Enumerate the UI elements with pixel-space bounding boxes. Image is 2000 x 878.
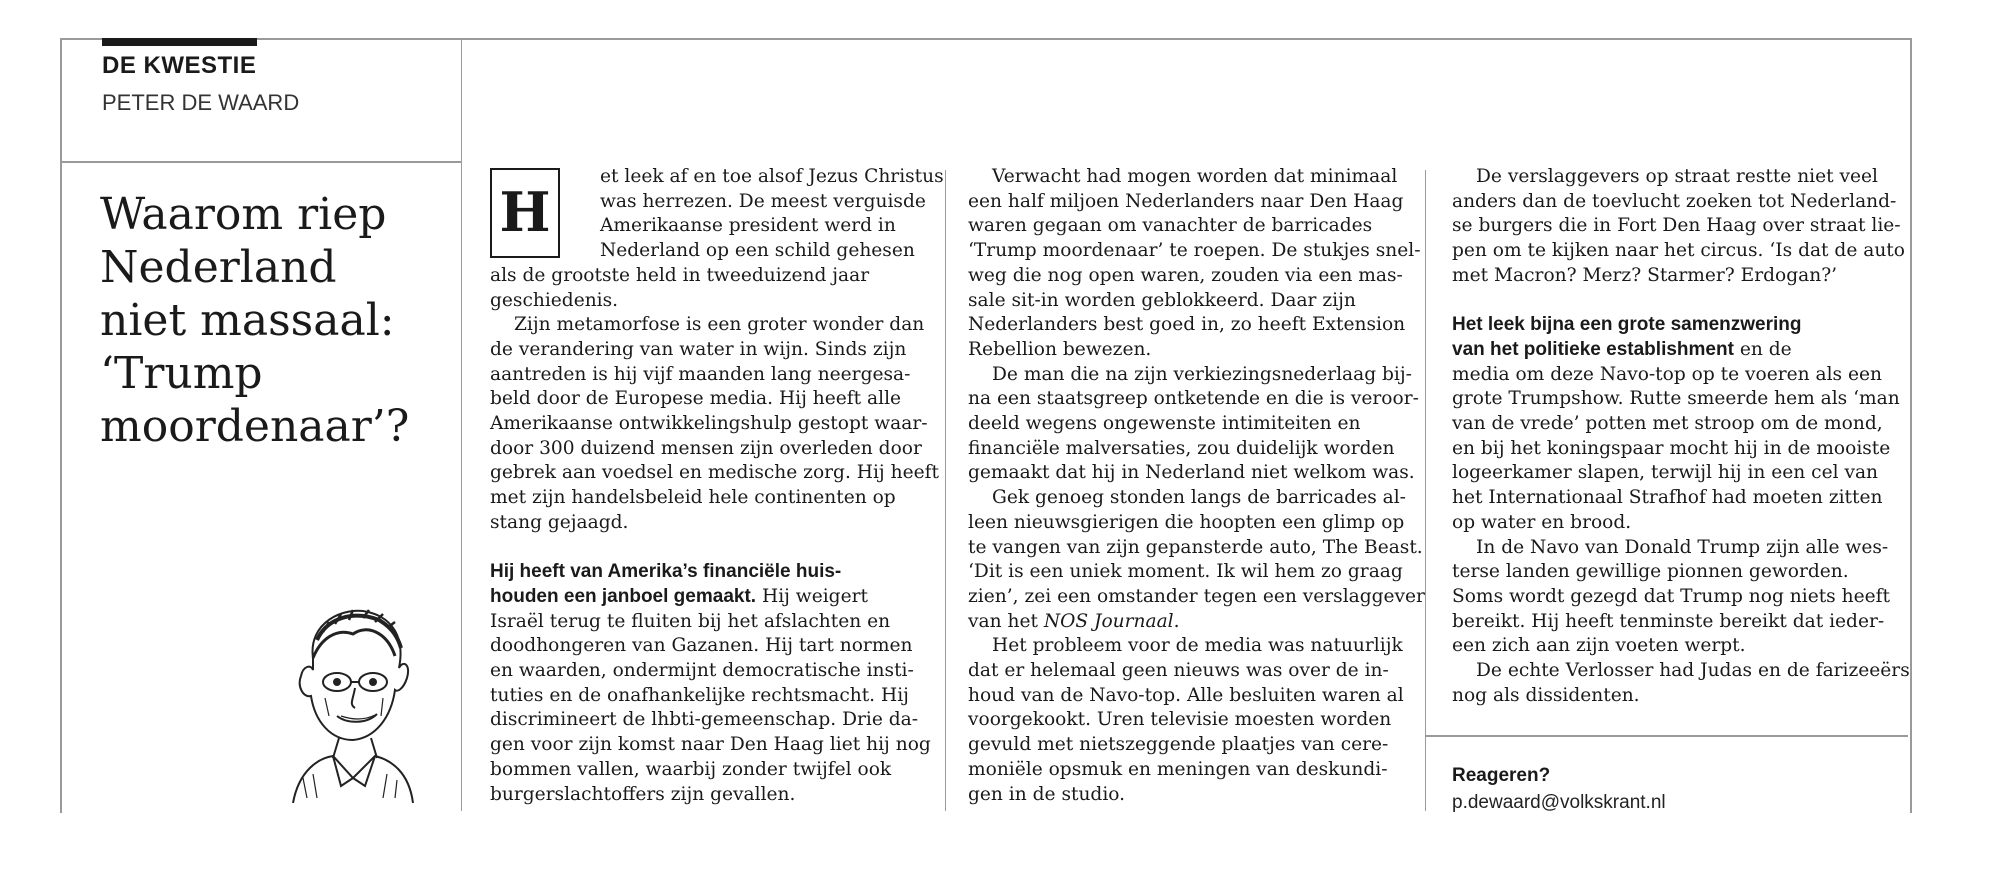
column-divider-1 xyxy=(945,170,946,811)
text-line: met Macron? Merz? Starmer? Erdogan?’ xyxy=(1452,264,1838,286)
text-line: leen nieuwsgierigen die hoopten een glimp op xyxy=(968,511,1405,533)
text-line: De man die na zijn verkiezingsnederlaag bij- xyxy=(992,363,1412,385)
text-line: beld door de Europese media. Hij heeft alle xyxy=(490,388,902,410)
text-line: De verslaggevers op straat restte niet veel xyxy=(1476,166,1878,187)
column-2-body xyxy=(968,165,1425,807)
text-line: deeld wegens ongewenste intimiteiten en xyxy=(968,413,1361,435)
text-line xyxy=(1452,313,1892,338)
text-line: discrimineert de lhbti-gemeenschap. Drie da- xyxy=(490,709,919,731)
text-line: doodhongeren van Gazanen. Hij tart normen xyxy=(490,635,913,657)
text-line: het Internationaal Strafhof had moeten zitten xyxy=(1452,487,1883,509)
text-line: op water en brood. xyxy=(1452,511,1632,533)
text-line: Het probleem voor de media was natuurlijk xyxy=(992,635,1403,657)
text-line: Rebellion bewezen. xyxy=(968,338,1152,360)
text-line: moniële opsmuk en meningen van deskundi- xyxy=(968,758,1388,780)
reageren-title: Reageren? xyxy=(1452,765,1551,786)
text-line: gen in de studio. xyxy=(968,783,1126,805)
headline-line: Nederland xyxy=(100,242,337,293)
headline xyxy=(100,188,430,453)
headline-line: Waarom riep xyxy=(100,189,387,240)
paragraph xyxy=(1452,313,1900,535)
headline-line: ‘Trump xyxy=(100,348,263,399)
text-line: van de vrede’ potten met stroop om de mond, xyxy=(1452,413,1883,435)
text-line: pen om te kijken naar het circus. ‘Is dat de auto xyxy=(1452,240,1905,262)
text-line xyxy=(490,585,930,610)
text-line: een zich aan zijn voeten werpt. xyxy=(1452,635,1746,657)
headline-line: niet massaal: xyxy=(100,295,395,346)
text-line: Soms wordt gezegd dat Trump nog niets heeft xyxy=(1452,585,1890,607)
text-line: dat er helemaal geen nieuws was over de in- xyxy=(968,660,1389,682)
header-rule xyxy=(60,161,461,163)
text-line: se burgers die in Fort Den Haag over straat lie- xyxy=(1452,215,1901,237)
text-line: grote Trumpshow. Rutte smeerde hem als ‘man xyxy=(1452,388,1900,410)
text-line: gebrek aan voedsel en medische zorg. Hij heeft xyxy=(490,462,939,484)
text-line: Israël terug te fluiten bij het afslachten en xyxy=(490,610,891,632)
dropcap-box xyxy=(490,168,560,258)
column-divider-2 xyxy=(1425,170,1426,811)
text-line: voorgekookt. Uren televisie moesten worden xyxy=(968,709,1392,731)
reageren-rule xyxy=(1425,735,1908,737)
text-line: stang gejaagd. xyxy=(490,511,629,533)
paragraph xyxy=(1452,165,1905,289)
author-name: PETER DE WAARD xyxy=(102,90,300,115)
dropcap-letter: H xyxy=(499,180,551,244)
column-3-body xyxy=(1452,165,1910,708)
text-line: anders dan de toevlucht zoeken tot Nederland- xyxy=(1452,190,1897,212)
text-line: weg die nog open waren, zouden via een mas- xyxy=(968,264,1403,286)
subhead-bold: Hij heeft van Amerika’s financiële huis- xyxy=(490,561,842,583)
column-1-body xyxy=(490,264,939,807)
text-line: terse landen gewillige pionnen geworden. xyxy=(1452,561,1849,583)
text-fragment: van het xyxy=(968,610,1044,632)
text-line: gen voor zijn komst naar Den Haag liet hij nog xyxy=(490,734,931,756)
text-line: Gek genoeg stonden langs de barricades al- xyxy=(992,487,1406,509)
text-fragment: Hij weigert xyxy=(756,585,868,607)
paragraph xyxy=(1452,659,1910,708)
text-line: bereikt. Hij heeft tenminste bereikt dat ieder- xyxy=(1452,610,1885,632)
subhead-bold: Het leek bijna een grote samenzwering xyxy=(1452,314,1802,336)
text-line: et leek af en toe alsof Jezus Christus xyxy=(600,166,944,187)
text-line: de verandering van water in wijn. Sinds zijn xyxy=(490,338,907,360)
header-accent-bar xyxy=(102,38,257,46)
text-fragment: . xyxy=(1173,610,1180,632)
text-line: een half miljoen Nederlanders naar Den Haag xyxy=(968,190,1404,212)
text-line xyxy=(968,610,1408,635)
text-line: was herrezen. De meest verguisde xyxy=(600,190,926,212)
sidebar-divider xyxy=(461,38,462,811)
text-line: houd van de Navo-top. Alle besluiten waren al xyxy=(968,684,1404,706)
text-line: Amerikaanse president werd in xyxy=(600,215,896,237)
text-line: ‘Trump moordenaar’ te roepen. De stukjes snel- xyxy=(968,240,1421,262)
subhead-bold: houden een janboel gemaakt. xyxy=(490,585,757,607)
section-kicker: DE KWESTIE xyxy=(102,52,257,79)
text-line: zien’, zei een omstander tegen een verslaggever xyxy=(968,585,1425,607)
text-line: gevuld met nietszeggende plaatjes van cere- xyxy=(968,734,1389,756)
text-line: tuties en de onafhankelijke rechtsmacht. Hij xyxy=(490,684,909,706)
text-line: Nederland op een schild gehesen xyxy=(600,240,915,262)
text-line: sale sit-in worden geblokkeerd. Daar zijn xyxy=(968,289,1356,311)
reageren-email-link[interactable]: p.dewaard@volkskrant.nl xyxy=(1452,792,1666,813)
text-line: Amerikaanse ontwikkelingshulp gestopt waar- xyxy=(490,413,928,435)
text-line: aantreden is hij vijf maanden lang neergesa- xyxy=(490,363,911,385)
text-line: burgerslachtoffers zijn gevallen. xyxy=(490,783,796,805)
headline-line: moordenaar’? xyxy=(100,401,410,452)
text-line: De echte Verlosser had Judas en de farizeeërs xyxy=(1476,660,1910,682)
text-line: met zijn handelsbeleid hele continenten op xyxy=(490,487,896,509)
paragraph xyxy=(490,313,939,535)
subhead-bold: van het politieke establishment xyxy=(1452,338,1734,360)
text-line: Zijn metamorfose is een groter wonder dan xyxy=(514,314,925,336)
text-line: en bij het koningspaar mocht hij in de mooiste xyxy=(1452,437,1891,459)
paragraph xyxy=(490,560,930,807)
text-line: bommen vallen, waarbij zonder twijfel ook xyxy=(490,758,892,780)
text-line: als de grootste held in tweeduizend jaar xyxy=(490,264,870,286)
text-line: ‘Dit is een uniek moment. Ik wil hem zo graag xyxy=(968,561,1403,583)
text-line: Verwacht had mogen worden dat minimaal xyxy=(992,166,1398,187)
text-line: media om deze Navo-top op te voeren als een xyxy=(1452,363,1882,385)
italic-source: NOS Journaal xyxy=(1043,610,1174,632)
text-line: geschiedenis. xyxy=(490,289,619,311)
text-line xyxy=(490,560,930,585)
text-line: waren gegaan om vanachter de barricades xyxy=(968,215,1373,237)
text-line: te vangen van zijn gepansterde auto, The Beast. xyxy=(968,536,1423,558)
text-line: na een staatsgreep ontketende en die is veroor- xyxy=(968,388,1419,410)
paragraph xyxy=(1452,536,1892,660)
text-line: logeerkamer slapen, terwijl hij in een cel van xyxy=(1452,462,1879,484)
text-line: nog als dissidenten. xyxy=(1452,684,1640,706)
paragraph xyxy=(968,634,1408,807)
text-line: financiële malversaties, zou duidelijk worden xyxy=(968,437,1395,459)
text-line: en waarden, ondermijnt democratische insti- xyxy=(490,660,914,682)
text-line: In de Navo van Donald Trump zijn alle wes- xyxy=(1476,536,1889,558)
text-line: Nederlanders best goed in, zo heeft Extension xyxy=(968,314,1406,336)
paragraph xyxy=(968,363,1419,487)
author-portrait-sketch xyxy=(283,598,418,803)
paragraph xyxy=(968,165,1421,363)
paragraph xyxy=(490,264,930,313)
text-line: door 300 duizend mensen zijn overleden door xyxy=(490,437,922,459)
text-fragment: en de xyxy=(1733,338,1792,360)
column-1-intro xyxy=(600,165,944,264)
paragraph xyxy=(968,486,1425,634)
text-line xyxy=(1452,338,1892,363)
text-line: gemaakt dat hij in Nederland niet welkom was. xyxy=(968,462,1415,484)
